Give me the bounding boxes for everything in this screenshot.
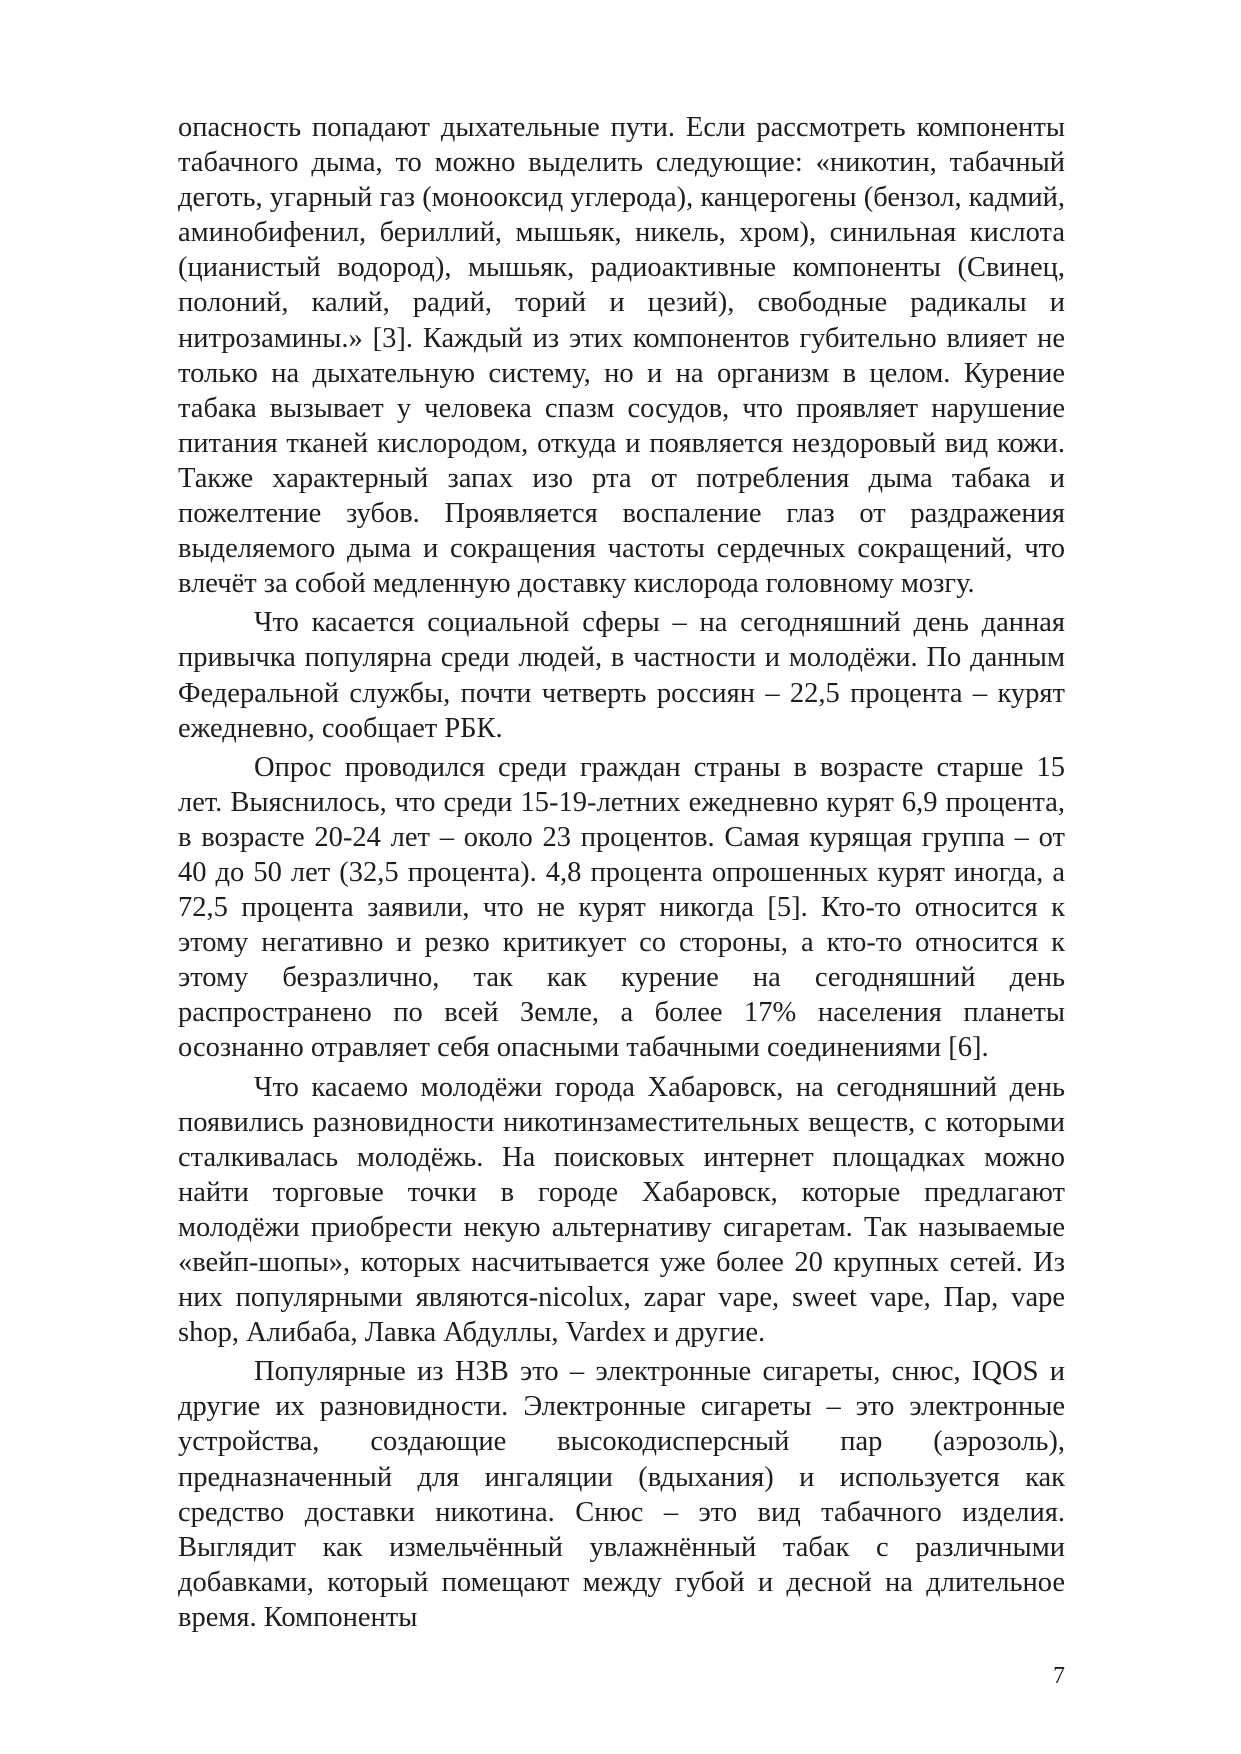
paragraph-1: опасность попадают дыхательные пути. Если рассмотреть компоненты табачного дыма, то можно выделить следующие: «никотин, табачный деготь, угарный газ (монооксид углерода), канцерогены (бензол, кадмий, аминобифенил, бериллий, мышьяк, никель, хром), синильная кислота (цианистый водород), мышьяк, радиоактивные компоненты (Свинец, полоний, калий, радий, торий и цезий), свободные радикалы и нитрозамины.» [3]. Каждый из этих компонентов губительно влияет не только на дыхательную систему, но и на организм в целом. Курение табака вызывает у человека спазм сосудов, что проявляет нарушение питания тканей кислородом, откуда и появляется нездоровый вид кожи. Также характерный запах изо рта от потребления дыма табака и пожелтение зубов. Проявляется воспаление глаз от раздражения выделяемого дыма и сокращения частоты сердечных сокращений, что влечёт за собой медленную доставку кислорода головному мозгу.: [178, 112, 1065, 600]
paragraph-3: Опрос проводился среди граждан страны в возрасте старше 15 лет. Выяснилось, что среди 15-19-летних ежедневно курят 6,9 процента, в возрасте 20-24 лет – около 23 процентов. Самая курящая группа – от 40 до 50 лет (32,5 процента). 4,8 процента опрошенных курят иногда, а 72,5 процента заявили, что не курят никогда [5]. Кто-то относится к этому негативно и резко критикует со стороны, а кто-то относится к этому безразлично, так как курение на сегодняшний день распространено по всей Земле, а более 17% населения планеты осознанно отравляет себя опасными табачными соединениями [6].: [178, 751, 1065, 1064]
page-number: 7: [1053, 1663, 1065, 1689]
paragraph-4: Что касаемо молодёжи города Хабаровск, на сегодняшний день появились разновидности никотинзаместительных веществ, с которыми сталкивалась молодёжь. На поисковых интернет площадках можно найти торговые точки в городе Хабаровск, которые предлагают молодёжи приобрести некую альтернативу сигаретам. Так называемые «вейп-шопы», которых насчитывается уже более 20 крупных сетей. Из них популярными являются-nicolux, zapar vape, sweet vape, Пар, vape shop, Алибаба, Лавка Абдуллы, Vardex и другие.: [178, 1071, 1065, 1349]
paragraph-5: Популярные из НЗВ это – электронные сигареты, снюс, IQOS и другие их разновидности. Электронные сигареты – это электронные устройства, создающие высокодисперсный пар (аэрозоль), предназначенный для ингаляции (вдыхания) и используется как средство доставки никотина. Снюс – это вид табачного изделия. Выглядит как измельчённый увлажнённый табак с различными добавками, который помещают между губой и десной на длительное время. Компоненты: [178, 1356, 1065, 1633]
page-body: [178, 110, 1065, 1635]
paragraph-2: Что касается социальной сферы – на сегодняшний день данная привычка популярна среди людей, в частности и молодёжи. По данным Федеральной службы, почти четверть россиян – 22,5 процента – курят ежедневно, сообщает РБК.: [178, 607, 1065, 744]
